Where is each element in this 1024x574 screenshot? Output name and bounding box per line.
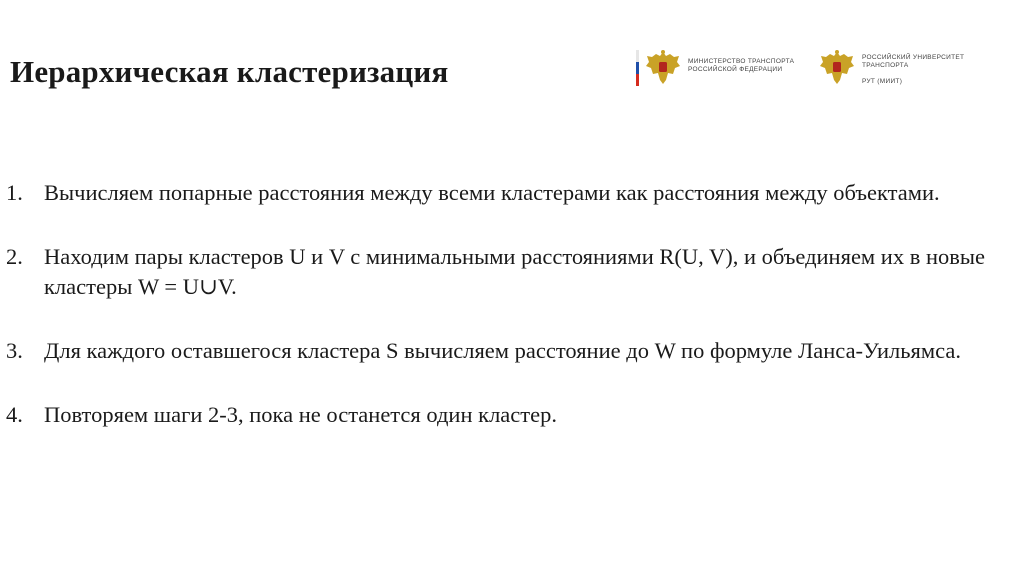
step-text: Повторяем шаги 2-3, пока не останется один кластер.: [44, 402, 557, 427]
university-logo-text: РОССИЙСКИЙ УНИВЕРСИТЕТ ТРАНСПОРТА: [862, 54, 965, 69]
step-text: Вычисляем попарные расстояния между всеми кластерами как расстояния между объектами.: [44, 180, 940, 205]
step-number: 3.: [6, 338, 23, 363]
slide-title: Иерархическая кластеризация: [10, 54, 449, 89]
russian-university-of-transport-logo: [818, 44, 968, 92]
list-item: [6, 400, 1006, 430]
ministry-of-transport-logo: [632, 44, 795, 92]
step-text: Находим пары кластеров U и V с минимальными расстояниями R(U, V), и объединяем их в новые кластеры W = U∪V.: [44, 244, 985, 299]
university-logo-subtitle: РУТ (МИИТ): [862, 78, 903, 85]
list-item: [6, 336, 1006, 366]
step-number: 1.: [6, 180, 23, 205]
ministry-logo-text: МИНИСТЕРСТВО ТРАНСПОРТА РОССИЙСКОЙ ФЕДЕРАЦИИ: [688, 58, 795, 73]
double-headed-eagle-emblem-icon: [818, 48, 856, 88]
step-number: 2.: [6, 244, 23, 269]
double-headed-eagle-emblem-icon: [644, 48, 682, 88]
header-logos: [632, 44, 972, 92]
list-item: [6, 242, 1006, 302]
step-text: Для каждого оставшегося кластера S вычисляем расстояние до W по формуле Ланса-Уильямса.: [44, 338, 961, 363]
step-number: 4.: [6, 402, 23, 427]
list-item: [6, 178, 1006, 208]
algorithm-steps-list: [6, 178, 1006, 464]
russian-flag-bar: [636, 50, 639, 86]
